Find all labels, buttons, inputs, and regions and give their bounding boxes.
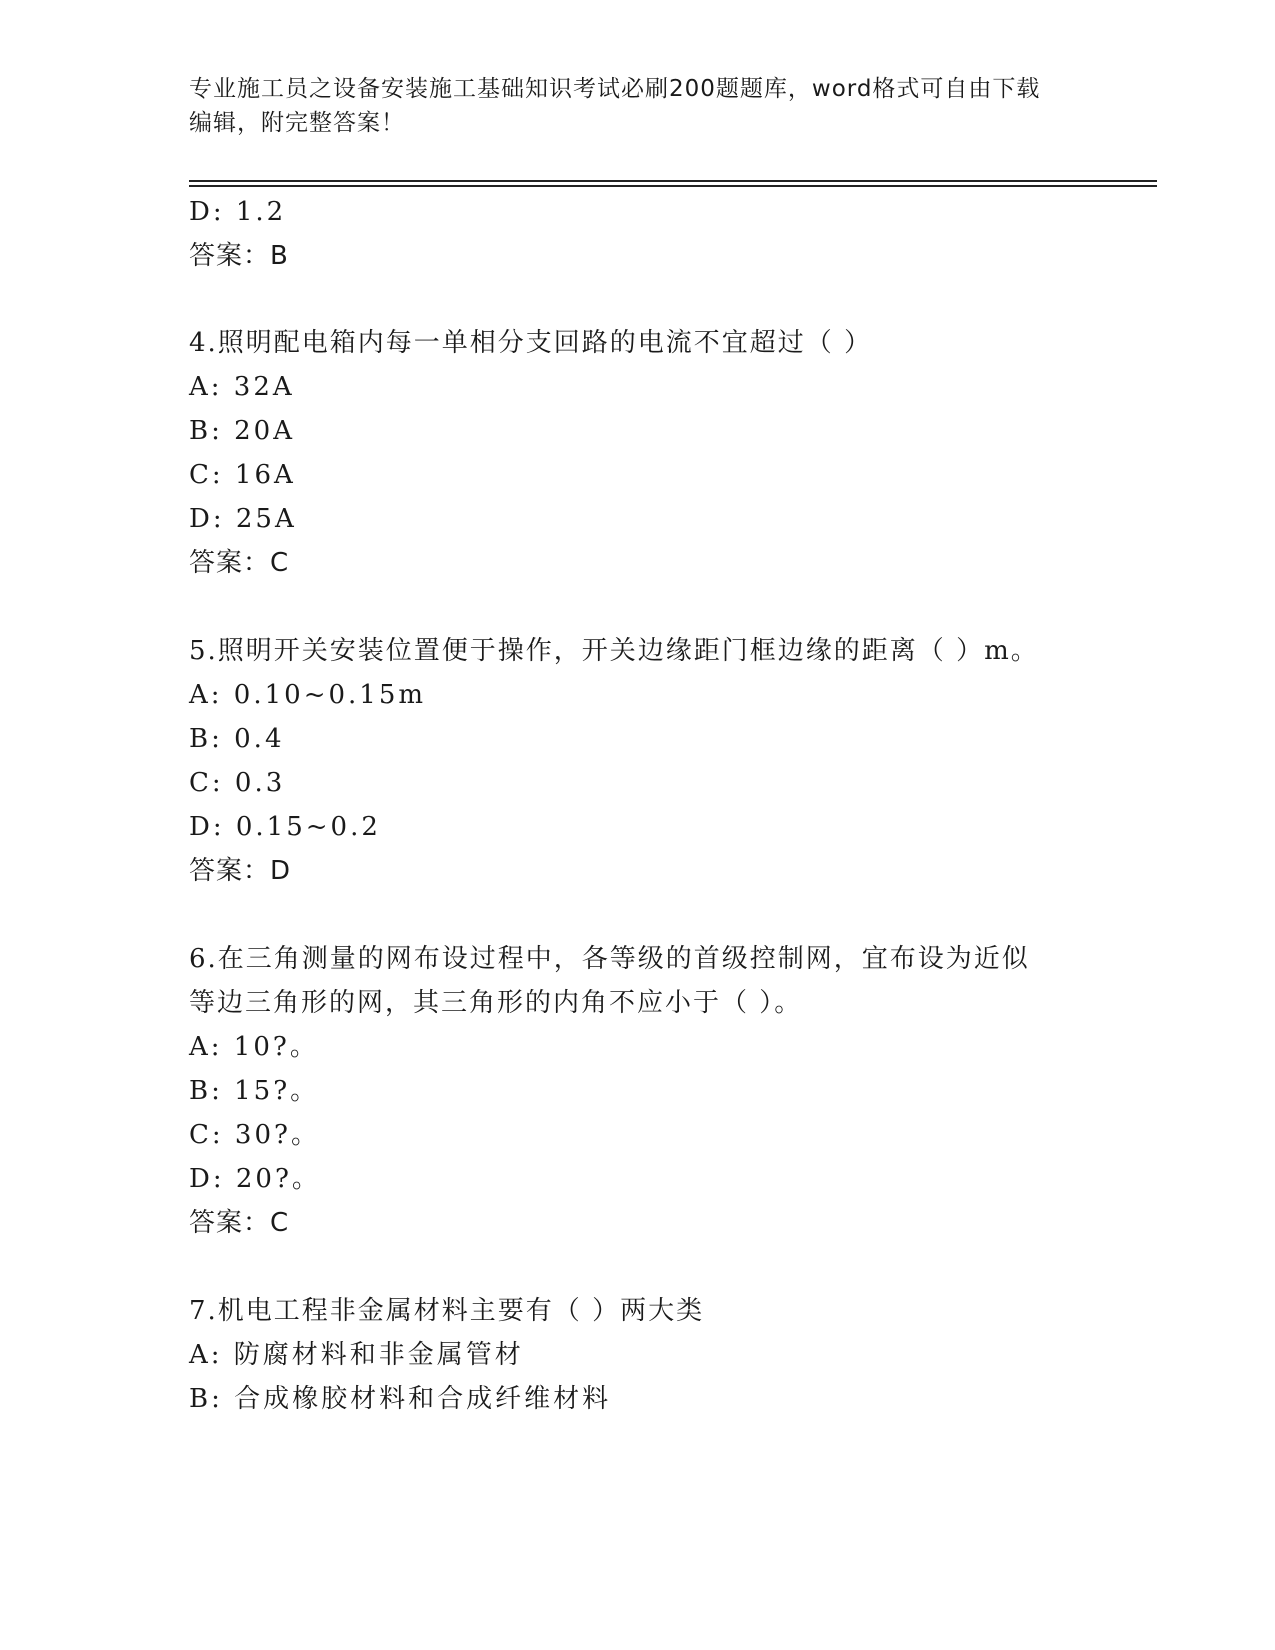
q4-option-b: B: 20A <box>189 416 295 446</box>
q5-stem: 5.照明开关安装位置便于操作，开关边缘距门框边缘的距离（ ）m。 <box>189 636 1039 666</box>
q4-option-a: A: 32A <box>189 372 295 402</box>
q6-option-d: D: 20?。 <box>189 1164 321 1194</box>
q6-option-b: B: 15?。 <box>189 1076 320 1106</box>
q6-option-a: A: 10?。 <box>189 1032 319 1062</box>
q3-option-d: D: 1.2 <box>189 197 287 227</box>
q6-answer: 答案：C <box>189 1208 290 1238</box>
q6-stem-line-2: 等边三角形的网，其三角形的内角不应小于（ ）。 <box>189 988 803 1018</box>
q4-option-c: C: 16A <box>189 460 296 490</box>
header-line-2: 编辑，附完整答案！ <box>189 110 405 136</box>
q7-option-a: A: 防腐材料和非金属管材 <box>189 1340 524 1370</box>
q5-option-c: C: 0.3 <box>189 768 286 798</box>
q3-answer: 答案：B <box>189 241 289 271</box>
q5-option-b: B: 0.4 <box>189 724 285 754</box>
q6-option-c: C: 30?。 <box>189 1120 320 1150</box>
q5-option-a: A: 0.10~0.15m <box>189 680 427 710</box>
q7-stem: 7.机电工程非金属材料主要有（ ）两大类 <box>189 1296 705 1326</box>
header-line-1: 专业施工员之设备安装施工基础知识考试必刷200题题库，word格式可自由下载 <box>189 76 1041 102</box>
q4-answer: 答案：C <box>189 548 290 578</box>
q4-option-d: D: 25A <box>189 504 297 534</box>
header-divider-top <box>189 180 1157 182</box>
q5-option-d: D: 0.15~0.2 <box>189 812 381 842</box>
q4-stem: 4.照明配电箱内每一单相分支回路的电流不宜超过（ ） <box>189 328 873 358</box>
q6-stem-line-1: 6.在三角测量的网布设过程中，各等级的首级控制网，宜布设为近似 <box>189 944 1030 974</box>
q7-option-b: B: 合成橡胶材料和合成纤维材料 <box>189 1384 612 1414</box>
header-divider-bottom <box>189 185 1157 187</box>
document-header <box>189 72 1069 140</box>
q5-answer: 答案：D <box>189 856 292 886</box>
